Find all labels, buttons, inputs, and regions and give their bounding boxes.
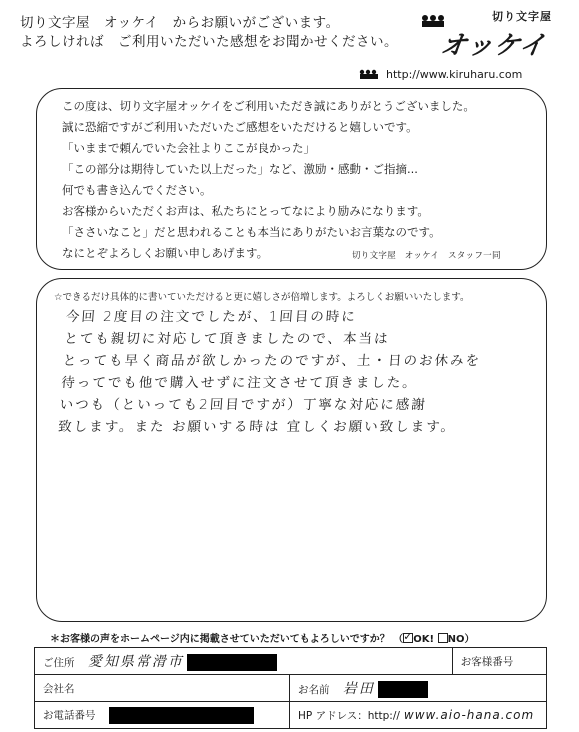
handwritten-line: 待ってでも他で購入せずに注文させて頂きました。 — [60, 375, 419, 391]
message-text — [62, 96, 475, 264]
consent-question-text: ＊お客様の声をホームページ内に掲載させていただいてもよろしいですか？ — [50, 634, 390, 645]
handwritten-line: 今回 2度目の注文でしたが、1回目の時に — [65, 309, 358, 325]
url-text: http://www.kiruharu.com — [386, 68, 523, 81]
hp-cell[interactable] — [290, 702, 547, 729]
header-line-2: よろしければ ご利用いただいた感想をお聞かせください。 — [20, 34, 398, 50]
customer-number-cell[interactable] — [452, 648, 546, 675]
company-name-row — [35, 675, 547, 702]
handwritten-line: 致します。また お願いする時は 宜しくお願い致します。 — [57, 419, 457, 435]
message-line: 誠に恐縮ですがご利用いただいたご感想をいただけると嬉しいです。 — [62, 120, 418, 134]
handwritten-feedback — [57, 306, 484, 438]
ok-label: OK! — [413, 634, 435, 645]
no-checkbox[interactable] — [438, 633, 448, 643]
company-logo — [420, 8, 560, 70]
message-line: 何でも書き込んでください。 — [62, 183, 212, 197]
name-label: お名前 — [298, 683, 330, 696]
header-line-1: 切り文字屋 オッケイ からお願いがございます。 — [20, 15, 340, 31]
no-label: NO — [447, 634, 465, 645]
address-label: ご住所 — [43, 656, 75, 669]
header-text — [20, 14, 398, 52]
name-value: 岩田 — [342, 680, 375, 697]
company-label: 会社名 — [43, 682, 75, 695]
address-cell[interactable] — [35, 648, 453, 675]
message-line: 「ささいなこと」だと思われることも本当にありがたいお言葉なのです。 — [62, 225, 441, 239]
logo-subtitle: 切り文字屋 — [492, 10, 552, 23]
redaction-bar — [187, 654, 277, 671]
company-cell[interactable] — [35, 675, 290, 702]
customer-info-form — [34, 647, 547, 729]
message-line: この度は、切り文字屋オッケイをご利用いただき誠にありがとうございました。 — [62, 99, 475, 113]
hp-label: HP アドレス：http:// — [298, 709, 400, 722]
staff-signature: 切り文字屋 オッケイ スタッフ一同 — [352, 251, 501, 261]
ok-hands-small-icon — [358, 69, 382, 79]
logo-title: オッケイ — [438, 31, 548, 61]
handwritten-line: とても親切に対応して頂きましたので、本当は — [63, 331, 391, 347]
hp-value: www.aio-hana.com — [403, 707, 535, 722]
ok-checkbox[interactable] — [403, 633, 413, 643]
phone-label: お電話番号 — [43, 709, 96, 721]
address-row — [35, 648, 547, 675]
message-line: なにとぞよろしくお願い申しあげます。 — [62, 246, 269, 260]
message-line: 「いままで頼んでいた会社よりここが良かった」 — [62, 141, 315, 155]
redaction-bar — [109, 707, 254, 724]
consent-question: ＊お客様の声をホームページ内に掲載させていただいてもよろしいですか？ （✓ OK! NO） — [50, 630, 474, 645]
feedback-instruction: ☆できるだけ具体的に書いていただけると更に嬉しさが倍増します。よろしくお願いいたします。 — [54, 292, 470, 303]
message-line: 「この部分は期待していた以上だった」など、激励・感動・ご指摘... — [62, 162, 418, 176]
phone-cell[interactable] — [35, 702, 290, 729]
message-line: お客様からいただくお声は、私たちにとってなにより励みになります。 — [62, 204, 429, 218]
redaction-bar — [378, 681, 428, 698]
handwritten-line: とっても早く商品が欲しかったのですが、土・日のお休みを — [62, 353, 482, 369]
customer-number-label: お客様番号 — [460, 655, 514, 668]
phone-hp-row — [35, 702, 547, 729]
handwritten-line: いつも（といっても2回目ですが）丁寧な対応に感謝 — [59, 397, 428, 413]
website-url[interactable] — [358, 68, 522, 81]
name-cell[interactable] — [290, 675, 547, 702]
address-value: 愛知県常滑市 — [87, 653, 184, 670]
